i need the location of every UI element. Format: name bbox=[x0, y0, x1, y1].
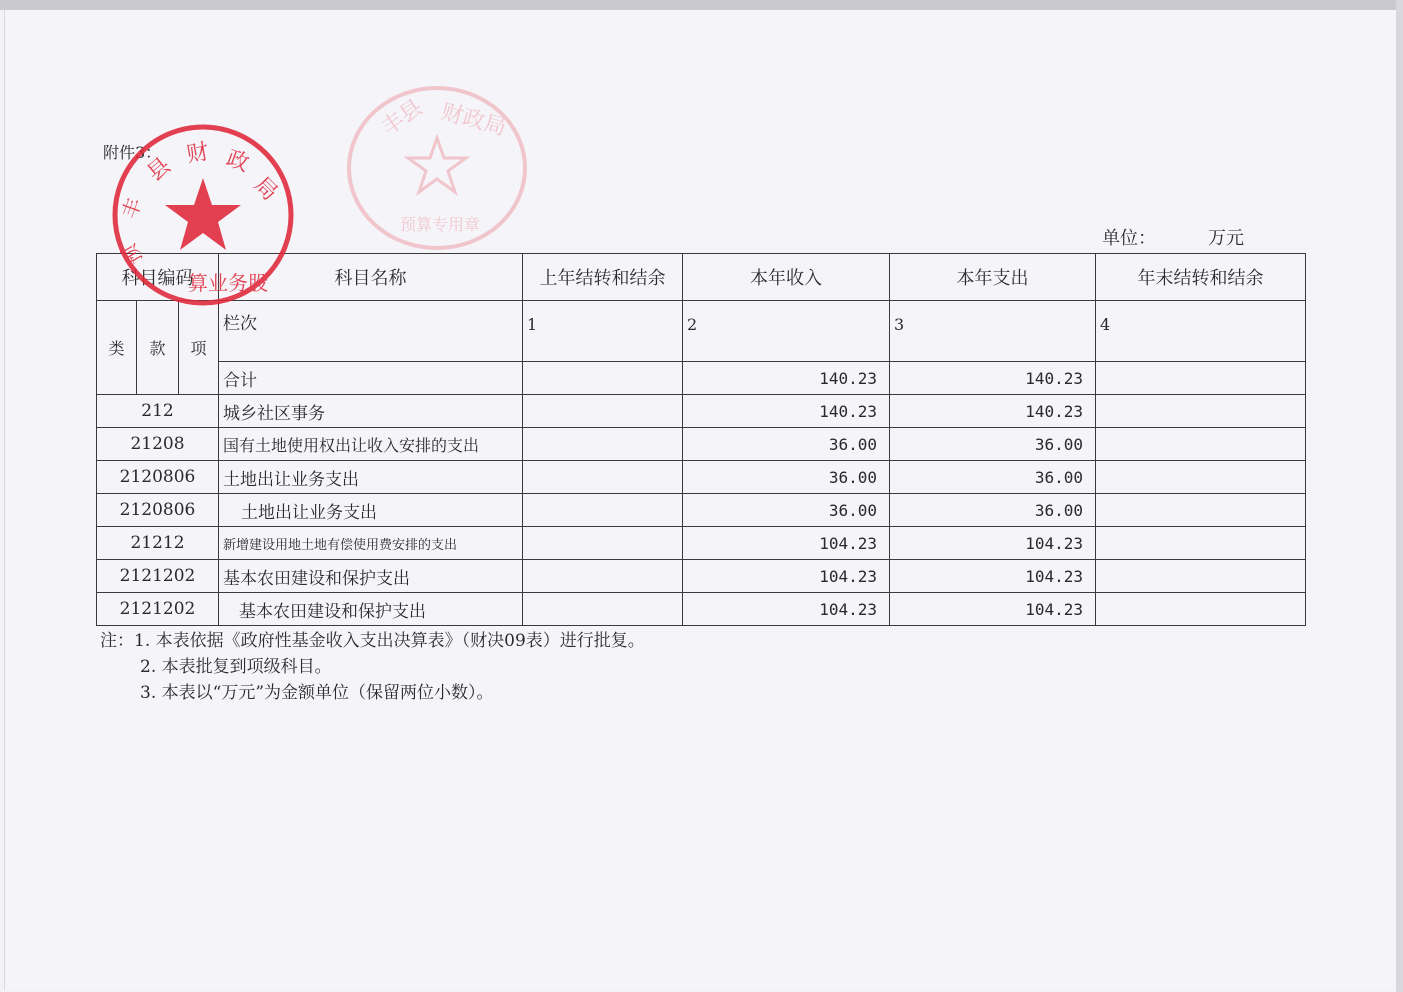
lanci-label: 栏次 bbox=[219, 301, 523, 362]
lanci-2: 2 bbox=[683, 301, 890, 362]
lanci-3: 3 bbox=[890, 301, 1096, 362]
row-income: 140.23 bbox=[683, 395, 890, 428]
svg-text:县: 县 bbox=[142, 153, 176, 187]
row-name: 基本农田建设和保护支出 bbox=[219, 593, 523, 626]
lanci-1: 1 bbox=[523, 301, 683, 362]
row-code: 2120806 bbox=[97, 461, 219, 494]
row-prev bbox=[523, 494, 683, 527]
svg-text:预算专用章: 预算专用章 bbox=[400, 215, 481, 234]
row-income: 104.23 bbox=[683, 527, 890, 560]
row-prev bbox=[523, 428, 683, 461]
row-expense: 36.00 bbox=[890, 461, 1096, 494]
row-code: 212 bbox=[97, 395, 219, 428]
row-name: 土地出让业务支出 bbox=[219, 494, 523, 527]
header-name: 科目名称 bbox=[219, 254, 523, 301]
table-row bbox=[97, 461, 1306, 494]
header-code: 科目编码 bbox=[97, 254, 219, 301]
row-end bbox=[1096, 461, 1306, 494]
svg-text:丰县: 丰县 bbox=[377, 95, 428, 141]
row-expense: 104.23 bbox=[890, 593, 1096, 626]
row-expense: 36.00 bbox=[890, 428, 1096, 461]
svg-text:财: 财 bbox=[184, 139, 211, 168]
total-label: 合计 bbox=[219, 362, 523, 395]
row-prev bbox=[523, 593, 683, 626]
row-name: 基本农田建设和保护支出 bbox=[219, 560, 523, 593]
unit-label-text: 单位： bbox=[1102, 228, 1156, 249]
row-prev bbox=[523, 527, 683, 560]
row-income: 36.00 bbox=[683, 494, 890, 527]
row-name: 土地出让业务支出 bbox=[219, 461, 523, 494]
table-row bbox=[97, 593, 1306, 626]
note-2: 2. 本表批复到项级科目。 bbox=[140, 657, 332, 677]
row-end bbox=[1096, 527, 1306, 560]
header-kuan: 款 bbox=[137, 301, 179, 395]
unit-value: 万元 bbox=[1208, 228, 1244, 249]
row-income: 36.00 bbox=[683, 461, 890, 494]
scan-top-edge bbox=[0, 0, 1403, 10]
table-row bbox=[97, 527, 1306, 560]
row-expense: 104.23 bbox=[890, 527, 1096, 560]
header-income: 本年收入 bbox=[683, 254, 890, 301]
faint-seal-stamp bbox=[340, 80, 535, 255]
total-expense: 140.23 bbox=[890, 362, 1096, 395]
row-expense: 36.00 bbox=[890, 494, 1096, 527]
total-end bbox=[1096, 362, 1306, 395]
lanci-4: 4 bbox=[1096, 301, 1306, 362]
row-name: 新增建设用地土地有偿使用费安排的支出 bbox=[219, 527, 523, 560]
note-1: 注：1. 本表依据《政府性基金收入支出决算表》（财决09表）进行批复。 bbox=[100, 631, 645, 651]
total-income: 140.23 bbox=[683, 362, 890, 395]
row-income: 104.23 bbox=[683, 560, 890, 593]
row-prev bbox=[523, 461, 683, 494]
row-end bbox=[1096, 494, 1306, 527]
row-end bbox=[1096, 428, 1306, 461]
header-lei: 类 bbox=[97, 301, 137, 395]
table-row bbox=[97, 560, 1306, 593]
unit-label bbox=[1102, 224, 1244, 250]
total-prev bbox=[523, 362, 683, 395]
row-name: 城乡社区事务 bbox=[219, 395, 523, 428]
attachment-label: 附件3： bbox=[103, 143, 162, 162]
scan-right-edge bbox=[1396, 0, 1403, 992]
notes bbox=[100, 628, 645, 706]
red-seal-stamp bbox=[103, 120, 303, 310]
row-code: 21208 bbox=[97, 428, 219, 461]
row-expense: 104.23 bbox=[890, 560, 1096, 593]
svg-text:丰: 丰 bbox=[117, 194, 147, 222]
table-row bbox=[97, 494, 1306, 527]
header-end-balance: 年末结转和结余 bbox=[1096, 254, 1306, 301]
svg-text:财政局: 财政局 bbox=[438, 99, 509, 141]
note-3: 3. 本表以“万元”为金额单位（保留两位小数）。 bbox=[140, 683, 494, 703]
row-income: 36.00 bbox=[683, 428, 890, 461]
svg-text:算业务股: 算业务股 bbox=[188, 271, 268, 295]
row-code: 2120806 bbox=[97, 494, 219, 527]
header-prev-balance: 上年结转和结余 bbox=[523, 254, 683, 301]
row-code: 21212 bbox=[97, 527, 219, 560]
svg-text:局: 局 bbox=[248, 172, 283, 206]
row-end bbox=[1096, 395, 1306, 428]
table-row bbox=[97, 395, 1306, 428]
row-prev bbox=[523, 560, 683, 593]
svg-text:政: 政 bbox=[222, 146, 253, 178]
row-code: 2121202 bbox=[97, 593, 219, 626]
row-name: 国有土地使用权出让收入安排的支出 bbox=[219, 428, 523, 461]
row-income: 104.23 bbox=[683, 593, 890, 626]
row-end bbox=[1096, 593, 1306, 626]
row-prev bbox=[523, 395, 683, 428]
svg-text:预: 预 bbox=[116, 240, 148, 270]
table-row bbox=[97, 428, 1306, 461]
row-code: 2121202 bbox=[97, 560, 219, 593]
row-expense: 140.23 bbox=[890, 395, 1096, 428]
row-end bbox=[1096, 560, 1306, 593]
total-row bbox=[97, 362, 1306, 395]
header-expense: 本年支出 bbox=[890, 254, 1096, 301]
header-xiang: 项 bbox=[179, 301, 219, 395]
